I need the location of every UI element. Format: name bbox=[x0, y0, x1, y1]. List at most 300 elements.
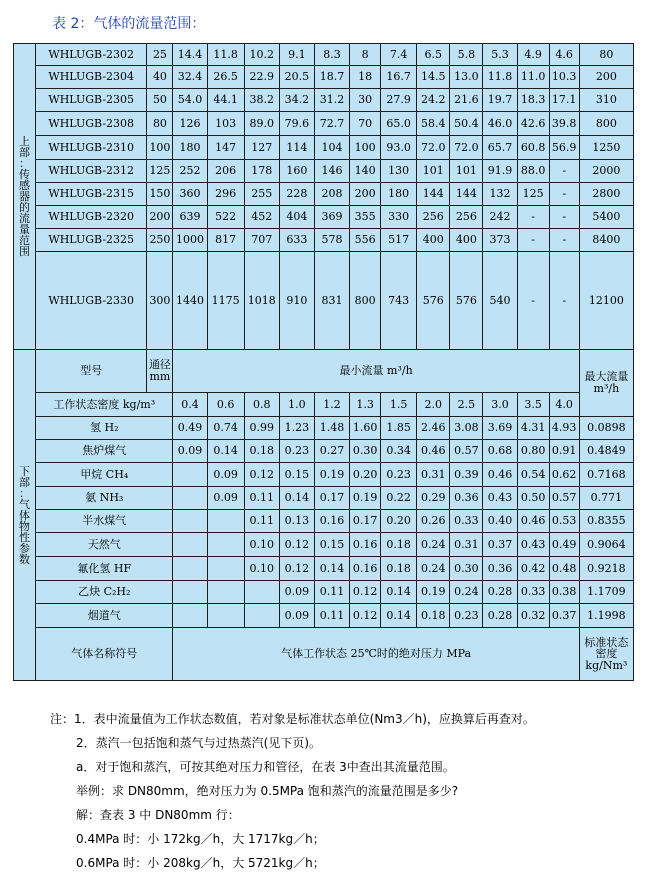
density-cell: 0.10 bbox=[244, 533, 279, 557]
flow-cell: 72.0 bbox=[417, 136, 450, 160]
table-row bbox=[14, 581, 634, 604]
density-cell: 0.24 bbox=[417, 557, 450, 581]
table-row bbox=[14, 206, 634, 229]
note-line: 解：查表 3 中 DN80mm 行： bbox=[76, 808, 240, 822]
density-cell: 0.17 bbox=[314, 487, 349, 510]
flow-cell: 11.8 bbox=[483, 66, 517, 89]
density-cell bbox=[207, 510, 244, 533]
density-cell: 0.18 bbox=[381, 557, 417, 581]
pressure-cell: 4.0 bbox=[549, 393, 579, 417]
density-cell: 0.20 bbox=[381, 510, 417, 533]
lower-side-label-text bbox=[14, 466, 35, 565]
table-row bbox=[14, 557, 634, 581]
flow-cell: 101 bbox=[450, 160, 483, 183]
density-cell: 0.19 bbox=[314, 463, 349, 487]
density-cell: 0.17 bbox=[350, 510, 381, 533]
model-cell: WHLUGB-2305 bbox=[36, 89, 147, 112]
table-row bbox=[14, 510, 634, 533]
flow-cell: 400 bbox=[417, 229, 450, 252]
pressure-row bbox=[14, 393, 634, 417]
flow-cell: 4.6 bbox=[549, 44, 579, 66]
table-row bbox=[14, 440, 634, 463]
density-cell: 0.46 bbox=[417, 440, 450, 463]
density-cell: 0.24 bbox=[450, 581, 483, 604]
note-line: 0.4MPa 时：小 172kg／h，大 1717kg／h； bbox=[76, 832, 325, 846]
density-cell bbox=[173, 487, 207, 510]
max-flow-cell: 5400 bbox=[579, 206, 633, 229]
density-cell: 0.32 bbox=[517, 604, 549, 628]
density-cell: 0.12 bbox=[350, 604, 381, 628]
flow-cell: 130 bbox=[381, 160, 417, 183]
density-cell: 0.15 bbox=[314, 533, 349, 557]
pressure-cell: 1.2 bbox=[314, 393, 349, 417]
pressure-label: 气体工作状态 25℃时的绝对压力 MPa bbox=[173, 628, 579, 681]
gas-name-cell: 天然气 bbox=[36, 533, 173, 557]
density-cell: 0.23 bbox=[381, 463, 417, 487]
flow-cell: 208 bbox=[314, 183, 349, 206]
density-cell bbox=[173, 510, 207, 533]
density-cell: 0.09 bbox=[279, 604, 314, 628]
upper-side-label-text bbox=[14, 136, 35, 257]
density-cell: 0.18 bbox=[381, 533, 417, 557]
model-cell: WHLUGB-2315 bbox=[36, 183, 147, 206]
flow-cell: 576 bbox=[417, 252, 450, 350]
flow-cell: - bbox=[549, 206, 579, 229]
pressure-cell: 1.5 bbox=[381, 393, 417, 417]
density-cell: 1.48 bbox=[314, 417, 349, 440]
density-cell bbox=[207, 557, 244, 581]
density-cell: 0.43 bbox=[517, 533, 549, 557]
model-cell: WHLUGB-2330 bbox=[36, 252, 147, 350]
flow-cell: 21.6 bbox=[450, 89, 483, 112]
flow-cell: 24.2 bbox=[417, 89, 450, 112]
flow-cell: - bbox=[517, 206, 549, 229]
lower-side-label bbox=[14, 350, 36, 681]
table-row bbox=[14, 112, 634, 136]
pressure-cell: 2.5 bbox=[450, 393, 483, 417]
note-line: 举例：求 DN80mm，绝对压力为 0.5MPa 饱和蒸汽的流量范围是多少? bbox=[76, 784, 459, 798]
density-cell: 0.36 bbox=[483, 557, 517, 581]
density-cell: 0.12 bbox=[279, 557, 314, 581]
pressure-cell: 0.6 bbox=[207, 393, 244, 417]
density-cell: 0.16 bbox=[314, 510, 349, 533]
density-cell: 0.54 bbox=[517, 463, 549, 487]
side-char: 围 bbox=[19, 245, 31, 258]
density-cell: 0.46 bbox=[517, 510, 549, 533]
flow-cell: 72.7 bbox=[314, 112, 349, 136]
dn-cell: 250 bbox=[147, 229, 173, 252]
dn-cell: 80 bbox=[147, 112, 173, 136]
density-cell: 0.40 bbox=[483, 510, 517, 533]
std-density-cell: 0.771 bbox=[579, 487, 633, 510]
table-row bbox=[14, 89, 634, 112]
flow-cell: 14.5 bbox=[417, 66, 450, 89]
pressure-cell: 3.5 bbox=[517, 393, 549, 417]
flow-cell: - bbox=[549, 252, 579, 350]
flow-cell: 19.7 bbox=[483, 89, 517, 112]
flow-cell: 103 bbox=[207, 112, 244, 136]
density-cell: 0.14 bbox=[207, 440, 244, 463]
pressure-cell: 1.3 bbox=[350, 393, 381, 417]
table-row bbox=[14, 533, 634, 557]
flow-cell: 72.0 bbox=[450, 136, 483, 160]
max-flow-cell: 2000 bbox=[579, 160, 633, 183]
density-cell: 0.68 bbox=[483, 440, 517, 463]
density-cell: 0.57 bbox=[549, 487, 579, 510]
flow-cell: 7.4 bbox=[381, 44, 417, 66]
table-row bbox=[14, 136, 634, 160]
density-cell: 1.60 bbox=[350, 417, 381, 440]
flow-cell: 160 bbox=[279, 160, 314, 183]
table-row bbox=[14, 66, 634, 89]
std-density-cell: 0.9064 bbox=[579, 533, 633, 557]
dn-cell: 150 bbox=[147, 183, 173, 206]
density-cell: 0.11 bbox=[244, 510, 279, 533]
flow-cell: 1018 bbox=[244, 252, 279, 350]
gas-name-cell: 烟道气 bbox=[36, 604, 173, 628]
flow-cell: 50.4 bbox=[450, 112, 483, 136]
flow-cell: 330 bbox=[381, 206, 417, 229]
table-row bbox=[14, 252, 634, 350]
density-cell: 0.12 bbox=[279, 533, 314, 557]
table-row bbox=[14, 183, 634, 206]
density-cell: 0.29 bbox=[417, 487, 450, 510]
max-flow-cell: 200 bbox=[579, 66, 633, 89]
upper-side-label bbox=[14, 44, 36, 350]
flow-cell: 206 bbox=[207, 160, 244, 183]
flow-cell: 10.3 bbox=[549, 66, 579, 89]
flow-cell: 831 bbox=[314, 252, 349, 350]
flow-cell: 27.9 bbox=[381, 89, 417, 112]
density-cell: 0.46 bbox=[483, 463, 517, 487]
flow-cell: 8 bbox=[350, 44, 381, 66]
model-cell: WHLUGB-2312 bbox=[36, 160, 147, 183]
flow-cell: 517 bbox=[381, 229, 417, 252]
side-char: 物 bbox=[19, 519, 31, 533]
flow-cell: 14.4 bbox=[173, 44, 207, 66]
density-cell: 0.48 bbox=[549, 557, 579, 581]
side-char: 的 bbox=[19, 201, 31, 214]
density-cell: 2.46 bbox=[417, 417, 450, 440]
density-cell bbox=[207, 581, 244, 604]
gas-name-cell: 乙炔 C₂H₂ bbox=[36, 581, 173, 604]
flow-cell: 31.2 bbox=[314, 89, 349, 112]
dn-cell: 300 bbox=[147, 252, 173, 350]
flow-cell: 11.8 bbox=[207, 44, 244, 66]
max-flow-cell: 800 bbox=[579, 112, 633, 136]
density-cell: 0.57 bbox=[450, 440, 483, 463]
flow-cell: 60.8 bbox=[517, 136, 549, 160]
model-cell: WHLUGB-2304 bbox=[36, 66, 147, 89]
density-cell: 0.23 bbox=[279, 440, 314, 463]
flow-cell: 5.3 bbox=[483, 44, 517, 66]
note-line: 注：1．表中流量值为工作状态数值，若对象是标准状态单位(Nm3／h)，应换算后再查对。 bbox=[50, 712, 535, 726]
dn-cell: 200 bbox=[147, 206, 173, 229]
density-cell: 0.15 bbox=[279, 463, 314, 487]
flow-cell: 576 bbox=[450, 252, 483, 350]
density-cell: 0.11 bbox=[314, 581, 349, 604]
flow-cell: 147 bbox=[207, 136, 244, 160]
side-char: 流 bbox=[19, 212, 31, 225]
gas-symbol-label: 气体名称符号 bbox=[36, 628, 173, 681]
flow-cell: 17.1 bbox=[549, 89, 579, 112]
density-cell: 0.80 bbox=[517, 440, 549, 463]
density-cell: 0.91 bbox=[549, 440, 579, 463]
model-cell: WHLUGB-2302 bbox=[36, 44, 147, 66]
flow-cell: 18.3 bbox=[517, 89, 549, 112]
max-flow-cell: 80 bbox=[579, 44, 633, 66]
density-cell: 0.62 bbox=[549, 463, 579, 487]
flow-cell: 93.0 bbox=[381, 136, 417, 160]
max-flow-cell: 2800 bbox=[579, 183, 633, 206]
flow-cell: 26.5 bbox=[207, 66, 244, 89]
side-char: ： bbox=[19, 486, 31, 500]
flow-cell: 178 bbox=[244, 160, 279, 183]
density-cell: 0.23 bbox=[450, 604, 483, 628]
flow-cell: 144 bbox=[417, 183, 450, 206]
pressure-cell: 0.4 bbox=[173, 393, 207, 417]
density-cell: 0.11 bbox=[314, 604, 349, 628]
dn-header: 通径mm bbox=[147, 350, 173, 393]
flow-cell: 578 bbox=[314, 229, 349, 252]
flow-cell: 18 bbox=[350, 66, 381, 89]
density-cell: 0.18 bbox=[244, 440, 279, 463]
density-cell: 0.10 bbox=[244, 557, 279, 581]
flow-cell: 6.5 bbox=[417, 44, 450, 66]
std-density-cell: 0.4849 bbox=[579, 440, 633, 463]
gas-name-cell: 甲烷 CH₄ bbox=[36, 463, 173, 487]
density-cell: 0.74 bbox=[207, 417, 244, 440]
flow-cell: 369 bbox=[314, 206, 349, 229]
max-flow-cell: 8400 bbox=[579, 229, 633, 252]
density-cell: 0.34 bbox=[381, 440, 417, 463]
flow-cell: 39.8 bbox=[549, 112, 579, 136]
density-cell: 0.26 bbox=[417, 510, 450, 533]
flow-cell: 1175 bbox=[207, 252, 244, 350]
density-cell: 0.16 bbox=[350, 557, 381, 581]
density-cell: 0.18 bbox=[417, 604, 450, 628]
pressure-cell: 0.8 bbox=[244, 393, 279, 417]
gas-name-cell: 氨 NH₃ bbox=[36, 487, 173, 510]
dn-cell: 125 bbox=[147, 160, 173, 183]
flow-cell: 743 bbox=[381, 252, 417, 350]
dn-cell: 40 bbox=[147, 66, 173, 89]
model-cell: WHLUGB-2308 bbox=[36, 112, 147, 136]
gas-flow-table bbox=[13, 43, 634, 681]
side-char: 气 bbox=[19, 497, 31, 511]
flow-cell: 56.9 bbox=[549, 136, 579, 160]
flow-cell: 91.9 bbox=[483, 160, 517, 183]
footer-row bbox=[14, 628, 634, 681]
density-label: 工作状态密度 kg/m³ bbox=[36, 393, 173, 417]
flow-cell: 22.9 bbox=[244, 66, 279, 89]
flow-cell: - bbox=[549, 160, 579, 183]
max-flow-cell: 1250 bbox=[579, 136, 633, 160]
flow-cell: 373 bbox=[483, 229, 517, 252]
flow-cell: 114 bbox=[279, 136, 314, 160]
flow-cell: 146 bbox=[314, 160, 349, 183]
flow-cell: - bbox=[549, 229, 579, 252]
flow-cell: 65.7 bbox=[483, 136, 517, 160]
side-char: 体 bbox=[19, 508, 31, 522]
side-char: 传 bbox=[19, 168, 31, 181]
density-cell: 0.12 bbox=[244, 463, 279, 487]
density-cell: 0.42 bbox=[517, 557, 549, 581]
flow-cell: 132 bbox=[483, 183, 517, 206]
flow-cell: 8.3 bbox=[314, 44, 349, 66]
std-density-cell: 0.0898 bbox=[579, 417, 633, 440]
flow-cell: 54.0 bbox=[173, 89, 207, 112]
side-char: 参 bbox=[19, 541, 31, 555]
flow-cell: 633 bbox=[279, 229, 314, 252]
dn-cell: 50 bbox=[147, 89, 173, 112]
flow-cell: 10.2 bbox=[244, 44, 279, 66]
density-cell: 0.39 bbox=[450, 463, 483, 487]
density-cell bbox=[244, 604, 279, 628]
density-cell: 0.28 bbox=[483, 581, 517, 604]
note-line: 2．蒸汽一包括饱和蒸气与过热蒸汽(见下页)。 bbox=[76, 736, 321, 750]
flow-cell: 16.7 bbox=[381, 66, 417, 89]
side-char: 量 bbox=[19, 223, 31, 236]
flow-cell: 127 bbox=[244, 136, 279, 160]
flow-cell: 65.0 bbox=[381, 112, 417, 136]
std-density-label: 标准状态密度 kg/Nm³ bbox=[579, 628, 633, 681]
flow-cell: 252 bbox=[173, 160, 207, 183]
flow-cell: 200 bbox=[350, 183, 381, 206]
flow-cell: 104 bbox=[314, 136, 349, 160]
flow-cell: 58.4 bbox=[417, 112, 450, 136]
density-cell: 0.99 bbox=[244, 417, 279, 440]
density-cell bbox=[173, 533, 207, 557]
flow-cell: 144 bbox=[450, 183, 483, 206]
density-cell: 0.30 bbox=[450, 557, 483, 581]
density-cell: 0.27 bbox=[314, 440, 349, 463]
table-row bbox=[14, 463, 634, 487]
flow-cell: 32.4 bbox=[173, 66, 207, 89]
flow-cell: 126 bbox=[173, 112, 207, 136]
density-cell: 0.12 bbox=[350, 581, 381, 604]
density-cell: 0.49 bbox=[549, 533, 579, 557]
density-cell: 0.31 bbox=[417, 463, 450, 487]
pressure-cell: 3.0 bbox=[483, 393, 517, 417]
flow-cell: 88.0 bbox=[517, 160, 549, 183]
flow-cell: 242 bbox=[483, 206, 517, 229]
header-row bbox=[14, 350, 634, 393]
density-cell: 0.53 bbox=[549, 510, 579, 533]
density-cell: 0.50 bbox=[517, 487, 549, 510]
density-cell: 4.31 bbox=[517, 417, 549, 440]
density-cell: 0.16 bbox=[350, 533, 381, 557]
std-density-cell: 1.1998 bbox=[579, 604, 633, 628]
model-header: 型号 bbox=[36, 350, 147, 393]
dn-cell: 25 bbox=[147, 44, 173, 66]
gas-name-cell: 焦炉煤气 bbox=[36, 440, 173, 463]
flow-cell: - bbox=[517, 229, 549, 252]
density-cell: 0.33 bbox=[517, 581, 549, 604]
note-line: 0.6MPa 时：小 208kg／h，大 5721kg／h； bbox=[76, 856, 325, 870]
density-cell bbox=[173, 463, 207, 487]
std-density-cell: 1.1709 bbox=[579, 581, 633, 604]
density-cell bbox=[173, 604, 207, 628]
flow-cell: 140 bbox=[350, 160, 381, 183]
flow-cell: 44.1 bbox=[207, 89, 244, 112]
density-cell bbox=[207, 604, 244, 628]
flow-cell: 256 bbox=[417, 206, 450, 229]
flow-cell: 79.6 bbox=[279, 112, 314, 136]
side-char: 范 bbox=[19, 234, 31, 247]
density-cell: 0.13 bbox=[279, 510, 314, 533]
density-cell: 0.19 bbox=[417, 581, 450, 604]
dn-cell: 100 bbox=[147, 136, 173, 160]
side-char: 数 bbox=[19, 552, 31, 566]
flow-cell: 452 bbox=[244, 206, 279, 229]
density-cell: 0.14 bbox=[314, 557, 349, 581]
std-density-cell: 0.8355 bbox=[579, 510, 633, 533]
flow-cell: 540 bbox=[483, 252, 517, 350]
flow-cell: 910 bbox=[279, 252, 314, 350]
flow-cell: 89.0 bbox=[244, 112, 279, 136]
density-cell: 0.22 bbox=[381, 487, 417, 510]
model-cell: WHLUGB-2320 bbox=[36, 206, 147, 229]
max-flow-header: 最大流量 m³/h bbox=[579, 350, 633, 417]
flow-cell: 355 bbox=[350, 206, 381, 229]
density-cell: 0.20 bbox=[350, 463, 381, 487]
density-cell: 3.08 bbox=[450, 417, 483, 440]
flow-cell: 400 bbox=[450, 229, 483, 252]
model-cell: WHLUGB-2325 bbox=[36, 229, 147, 252]
density-cell: 0.24 bbox=[417, 533, 450, 557]
side-char: ： bbox=[19, 157, 31, 170]
side-char: 部 bbox=[19, 146, 31, 159]
flow-cell: 13.0 bbox=[450, 66, 483, 89]
side-char: 器 bbox=[19, 190, 31, 203]
density-cell: 0.31 bbox=[450, 533, 483, 557]
density-cell: 1.85 bbox=[381, 417, 417, 440]
density-cell bbox=[244, 581, 279, 604]
flow-cell: 100 bbox=[350, 136, 381, 160]
density-cell: 0.33 bbox=[450, 510, 483, 533]
density-cell: 0.11 bbox=[244, 487, 279, 510]
density-cell: 0.43 bbox=[483, 487, 517, 510]
table-row bbox=[14, 44, 634, 66]
gas-name-cell: 半水煤气 bbox=[36, 510, 173, 533]
std-density-cell: 0.7168 bbox=[579, 463, 633, 487]
flow-cell: 70 bbox=[350, 112, 381, 136]
density-cell: 0.28 bbox=[483, 604, 517, 628]
flow-cell: 255 bbox=[244, 183, 279, 206]
flow-cell: 800 bbox=[350, 252, 381, 350]
pressure-cell: 2.0 bbox=[417, 393, 450, 417]
side-char: 上 bbox=[19, 135, 31, 148]
flow-cell: 4.9 bbox=[517, 44, 549, 66]
flow-cell: 30 bbox=[350, 89, 381, 112]
flow-cell: 180 bbox=[381, 183, 417, 206]
flow-cell: 817 bbox=[207, 229, 244, 252]
density-cell bbox=[207, 533, 244, 557]
min-flow-header: 最小流量 m³/h bbox=[173, 350, 579, 393]
density-cell: 0.38 bbox=[549, 581, 579, 604]
gas-name-cell: 氟化氢 HF bbox=[36, 557, 173, 581]
side-char: 感 bbox=[19, 179, 31, 192]
flow-cell: 360 bbox=[173, 183, 207, 206]
gas-name-cell: 氢 H₂ bbox=[36, 417, 173, 440]
density-cell: 0.36 bbox=[450, 487, 483, 510]
flow-cell: 125 bbox=[517, 183, 549, 206]
flow-cell: 101 bbox=[417, 160, 450, 183]
density-cell bbox=[173, 557, 207, 581]
max-flow-cell: 310 bbox=[579, 89, 633, 112]
flow-cell: 180 bbox=[173, 136, 207, 160]
